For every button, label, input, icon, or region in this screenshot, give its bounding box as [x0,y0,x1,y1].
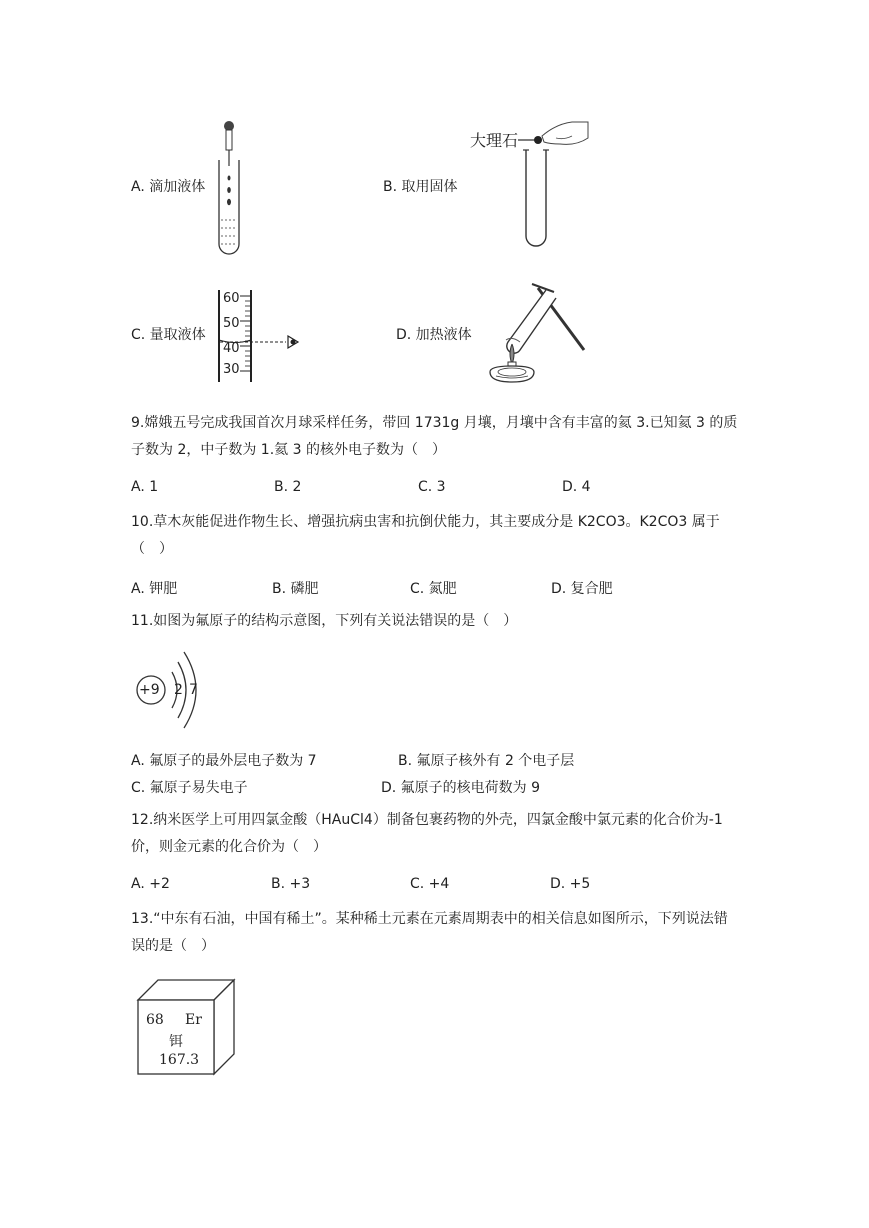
question-11-text: 11.如图为氟原子的结构示意图，下列有关说法错误的是（ ） [131,613,518,629]
question-9-text: 9.嫦娥五号完成我国首次月球采样任务，带回 1731g 月壤，月壤中含有丰富的氦 3.已知氦 3 的质子数为 2，中子数为 1.氦 3 的核外电子数为（ ） [131,415,738,458]
question-10-text: 10.草木灰能促进作物生长、增强抗病虫害和抗倒伏能力，其主要成分是 K2CO3。K2CO3 属于（ ） [131,514,720,557]
q9-option-c: C. 3 [418,479,446,495]
q10-option-c: C. 氮肥 [410,581,457,597]
q11-option-c: C. 氟原子易失电子 [131,780,248,796]
option-a-label: A. 滴加液体 [131,179,206,195]
question-13-text: 13.“中东有石油，中国有稀土”。某种稀土元素在元素周期表中的相关信息如图所示，下列说法错误的是（ ） [131,911,728,954]
element-atomic-number: 68 [146,1012,164,1028]
element-name: 铒 [169,1034,183,1050]
option-c-label: C. 量取液体 [131,327,206,343]
nucleus-charge: +9 [139,682,160,698]
heating-liquid-figure [476,280,591,388]
scale-label-40: 40 [223,341,240,356]
q11-option-a: A. 氟原子的最外层电子数为 7 [131,753,317,769]
element-symbol: Er [185,1012,202,1028]
q10-option-b: B. 磷肥 [272,581,319,597]
dropper-tube-figure [212,118,252,254]
q10-option-a: A. 钾肥 [131,581,178,597]
element-atomic-mass: 167.3 [159,1052,200,1068]
q11-option-d: D. 氟原子的核电荷数为 9 [381,780,541,796]
q11-option-b: B. 氟原子核外有 2 个电子层 [398,753,575,769]
q12-option-d: D. +5 [550,876,591,892]
q12-option-a: A. +2 [131,876,170,892]
q9-option-b: B. 2 [274,479,302,495]
q10-option-d: D. 复合肥 [551,581,613,597]
q9-option-a: A. 1 [131,479,159,495]
scale-label-60: 60 [223,291,240,306]
option-b-label: B. 取用固体 [383,179,458,195]
q12-option-c: C. +4 [410,876,450,892]
q12-option-b: B. +3 [271,876,311,892]
shell-1-electrons: 2 [174,682,183,698]
shell-2-electrons: 7 [189,682,198,698]
marble-label: 大理石 [470,131,519,150]
scale-label-50: 50 [223,316,240,331]
option-d-label: D. 加热液体 [396,327,472,343]
scale-label-30: 30 [223,362,240,377]
q9-option-d: D. 4 [562,479,591,495]
test-tube-hand-figure [516,118,596,250]
question-12-text: 12.纳米医学上可用四氯金酸（HAuCl4）制备包裹药物的外壳，四氯金酸中氯元素的化合价为-1 价，则金元素的化合价为（ ） [131,812,723,855]
